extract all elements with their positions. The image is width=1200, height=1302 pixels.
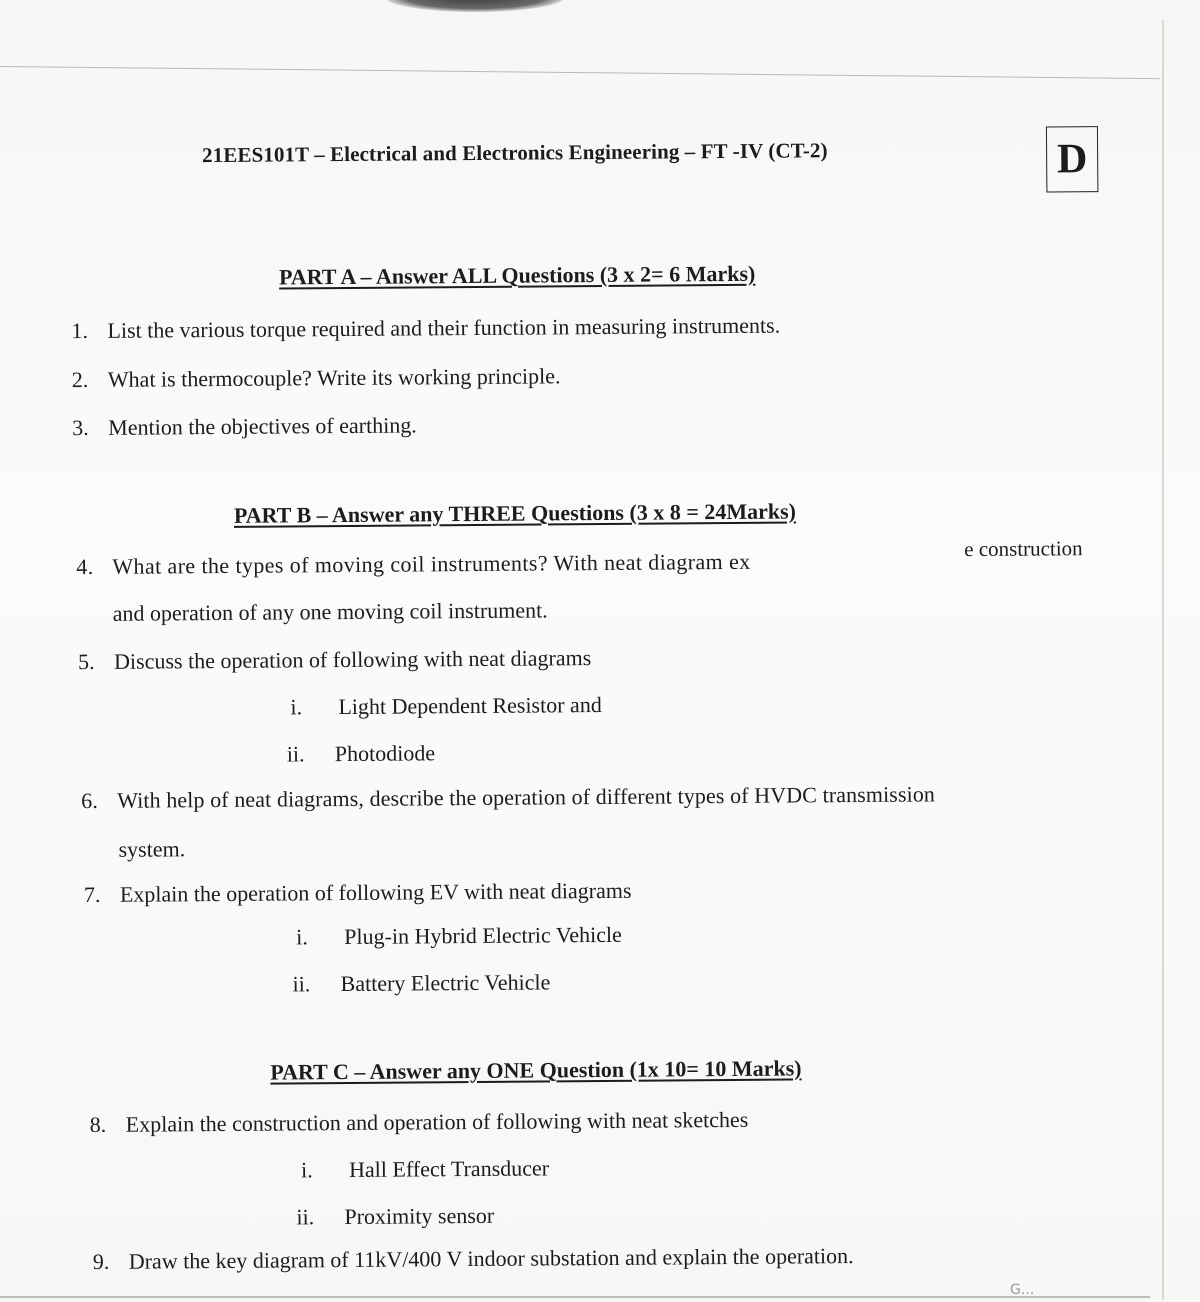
sub-item-numeral: i. <box>296 924 308 950</box>
question-9 <box>93 1243 854 1275</box>
question-number: 2. <box>71 367 89 393</box>
question-text: Explain the construction and operation of following with neat sketches <box>125 1106 749 1137</box>
part-c-heading: PART C – Answer any ONE Question (1x 10= 10 Marks) <box>270 1055 802 1085</box>
sub-item-numeral: i. <box>300 1157 313 1183</box>
question-number: 7. <box>83 881 101 908</box>
question-6 <box>81 781 935 814</box>
question-text: Mention the objectives of earthing. <box>108 412 417 440</box>
question-5 <box>78 645 591 675</box>
sub-item-text: Battery Electric Vehicle <box>340 969 551 997</box>
question-number: 8. <box>89 1111 107 1138</box>
question-4-tail: e construction <box>964 536 1083 562</box>
sub-item-text: Plug-in Hybrid Electric Vehicle <box>344 921 622 950</box>
question-number: 9. <box>92 1248 110 1275</box>
question-number: 6. <box>81 787 98 814</box>
sub-item-text: Hall Effect Transducer <box>348 1155 550 1182</box>
question-text: List the various torque required and their function in measuring instruments. <box>107 312 781 343</box>
question-number: 3. <box>72 415 89 441</box>
sub-item <box>296 1203 494 1231</box>
sub-item-numeral: i. <box>290 694 303 720</box>
question-text: Explain the operation of following EV with neat diagrams <box>119 877 632 907</box>
set-code-box: D <box>1046 126 1099 192</box>
sub-item <box>293 969 551 997</box>
sub-item <box>290 692 602 720</box>
sub-item-text: Light Dependent Resistor and <box>338 691 602 720</box>
question-text: Discuss the operation of following with neat diagrams <box>113 645 592 674</box>
course-title: 21EES101T – Electrical and Electronics Engineering – FT -IV (CT-2) <box>202 138 828 168</box>
question-text: With help of neat diagrams, describe the operation of different types of HVDC transmission <box>117 781 936 813</box>
question-text: What are the types of moving coil instruments? With neat diagram ex <box>112 548 751 579</box>
sub-item <box>287 740 435 767</box>
question-4-continuation: and operation of any one moving coil instrument. <box>112 597 548 626</box>
question-4 <box>76 549 750 580</box>
sub-item-numeral: ii. <box>296 1204 315 1230</box>
sub-item <box>296 922 622 951</box>
question-text: Draw the key diagram of 11kV/400 V indoor substation and explain the operation. <box>128 1243 854 1274</box>
sub-item <box>301 1155 549 1183</box>
sub-item-numeral: ii. <box>286 741 305 767</box>
part-b-heading: PART B – Answer any THREE Questions (3 x 8 = 24Marks) <box>233 498 797 528</box>
sub-item-numeral: ii. <box>292 971 311 997</box>
question-number: 1. <box>71 318 89 344</box>
question-2 <box>72 363 561 393</box>
sub-item-text: Photodiode <box>334 740 436 767</box>
occluded-region <box>911 523 957 563</box>
question-number: 4. <box>76 553 94 580</box>
question-number: 5. <box>77 648 95 675</box>
question-7 <box>84 878 632 908</box>
question-text: What is thermocouple? Write its working principle. <box>107 363 561 392</box>
question-3 <box>72 412 417 441</box>
part-a-heading: PART A – Answer ALL Questions (3 x 2= 6 Marks) <box>278 260 756 290</box>
question-1 <box>71 313 780 345</box>
sub-item-text: Proximity sensor <box>344 1202 495 1230</box>
page-corner-mark: G... <box>1010 1282 1035 1298</box>
question-6-continuation: system. <box>118 836 186 862</box>
question-8 <box>90 1107 749 1138</box>
